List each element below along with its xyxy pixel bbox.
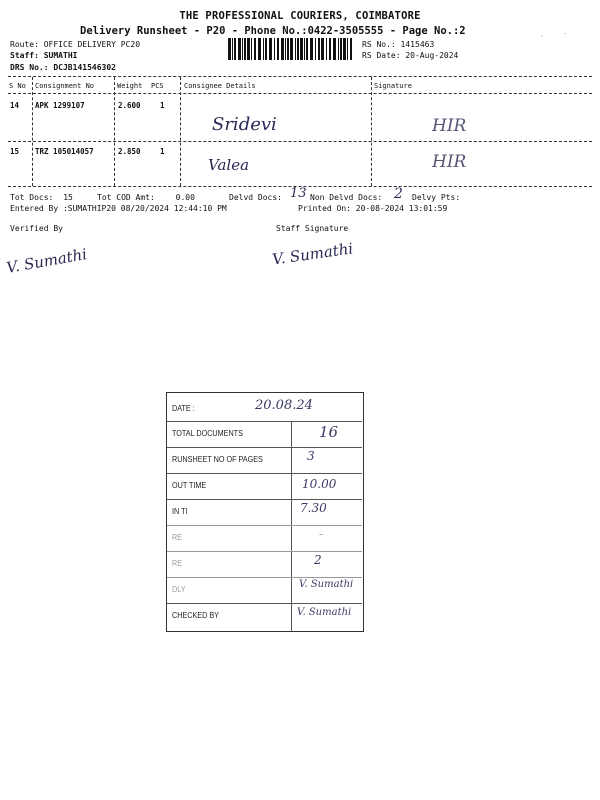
staff-signature-label: Staff Signature: [276, 224, 349, 233]
receiver-signature: HIR: [432, 116, 467, 136]
stamp-column-divider: [291, 421, 292, 631]
non-delvd-handwritten: 2: [394, 186, 403, 202]
scan-speck: ': [540, 34, 545, 42]
row-pcs: 1: [160, 147, 165, 156]
table-header-rule: [8, 93, 592, 94]
col-header-signature: Signature: [374, 82, 412, 90]
verified-by-signature: V. Sumathi: [5, 245, 89, 277]
row-weight: 2.850: [118, 147, 141, 156]
row-weight: 2.600: [118, 101, 141, 110]
delvy-pts: [412, 193, 460, 202]
stamp-date-label: DATE :: [172, 403, 195, 413]
stamp-label-faded: RE: [172, 532, 183, 542]
staff-label: Staff:: [10, 51, 39, 60]
rs-no-value: 1415463: [400, 40, 435, 49]
stamp-value-total-documents: 16: [319, 423, 339, 441]
col-header-weight: Weight: [117, 82, 143, 90]
stamp-value-faded: 2: [314, 553, 322, 567]
rs-no-label: RS No.:: [362, 40, 396, 49]
row-consignment: TRZ 105014057: [35, 147, 94, 156]
drs-label: DRS No.:: [10, 63, 49, 72]
table-col-divider: [180, 77, 181, 186]
stamp-row-rule: [167, 525, 362, 526]
table-col-divider: [32, 77, 33, 186]
stamp-row-rule: [167, 473, 362, 474]
table-top-rule: [8, 76, 592, 77]
non-delvd-docs: [310, 193, 382, 202]
col-header-sno: S No: [9, 82, 26, 90]
stamp-label-checked-by: CHECKED BY: [172, 610, 219, 620]
runsheet-title: Delivery Runsheet - P20 - Phone No.:0422-3505555 - Page No.:2: [80, 25, 466, 37]
drs-line: [10, 63, 116, 72]
stamp-label-runsheet-pages: RUNSHEET NO OF PAGES: [172, 454, 263, 464]
receiver-signature: HIR: [432, 152, 467, 172]
delvd-docs-label: Delvd Docs:: [229, 193, 282, 202]
col-header-pcs: PCS: [151, 82, 164, 90]
delvy-pts-label: Delvy Pts:: [412, 193, 461, 202]
stamp-row-rule: [167, 499, 362, 500]
delvd-docs-handwritten: 13: [290, 186, 307, 201]
stamp-date-value: 20.08.24: [255, 398, 313, 413]
tot-docs: [10, 193, 73, 202]
stamp-value-runsheet-pages: 3: [307, 449, 315, 463]
company-title: THE PROFESSIONAL COURIERS, COIMBATORE: [179, 10, 421, 22]
row-sno: 14: [10, 101, 20, 110]
delvd-docs: [229, 193, 282, 202]
stamp-label-faded: RE: [172, 558, 183, 568]
stamp-value-out-time: 10.00: [302, 477, 337, 491]
table-col-divider: [114, 77, 115, 186]
table-col-divider: [371, 77, 372, 186]
col-header-consignee: Consignee Details: [184, 82, 256, 90]
stamp-label-delivered-by: DLY: [172, 584, 186, 594]
office-stamp: [166, 392, 364, 632]
row-sno: 15: [10, 147, 20, 156]
staff-signature: V. Sumathi: [271, 239, 355, 269]
stamp-value-in-time: 7.30: [300, 501, 327, 515]
route-label: Route:: [10, 40, 39, 49]
tot-cod-label: Tot COD Amt:: [97, 193, 155, 202]
staff-line: [10, 51, 77, 60]
rs-date-value: 20-Aug-2024: [405, 51, 459, 60]
stamp-row-rule: [167, 421, 362, 422]
stamp-row-rule: [167, 577, 362, 578]
non-delvd-label: Non Delvd Docs:: [310, 193, 383, 202]
entered-by: Entered By :SUMATHIP20 08/20/2024 12:44:10 PM: [10, 204, 227, 213]
table-row-rule: [8, 141, 592, 142]
barcode-image: [228, 38, 354, 60]
stamp-row-rule: [167, 551, 362, 552]
stamp-row-rule: [167, 603, 362, 604]
rs-no-line: [362, 40, 434, 49]
scan-speck: ·: [563, 30, 568, 38]
stamp-value-delivered-by: V. Sumathi: [299, 579, 354, 590]
rs-date-line: [362, 51, 458, 60]
consignee-handwritten-name: Valea: [208, 156, 250, 174]
route-value: OFFICE DELIVERY PC20: [43, 40, 141, 49]
tot-cod-value: 0.00: [175, 193, 195, 202]
route-line: [10, 40, 140, 49]
stamp-row-rule: [167, 447, 362, 448]
col-header-consignment: Consignment No: [35, 82, 95, 90]
tot-docs-value: 15: [63, 193, 73, 202]
stamp-value-checked-by: V. Sumathi: [297, 607, 352, 618]
stamp-label-out-time: OUT TIME: [172, 480, 207, 490]
drs-value: DCJB141546302: [53, 63, 116, 72]
tot-cod: [97, 193, 195, 202]
row-consignment: APK 1299107: [35, 101, 85, 110]
tot-docs-label: Tot Docs:: [10, 193, 54, 202]
stamp-label-total-documents: TOTAL DOCUMENTS: [172, 428, 243, 438]
stamp-value-faded: -: [319, 527, 324, 541]
stamp-label-in-time: IN TI: [172, 506, 188, 516]
rs-date-label: RS Date:: [362, 51, 401, 60]
verified-by-label: Verified By: [10, 224, 63, 233]
staff-value: SUMATHI: [43, 51, 78, 60]
row-pcs: 1: [160, 101, 165, 110]
printed-on: Printed On: 20-08-2024 13:01:59: [298, 204, 448, 213]
consignee-handwritten-name: Sridevi: [212, 114, 277, 135]
